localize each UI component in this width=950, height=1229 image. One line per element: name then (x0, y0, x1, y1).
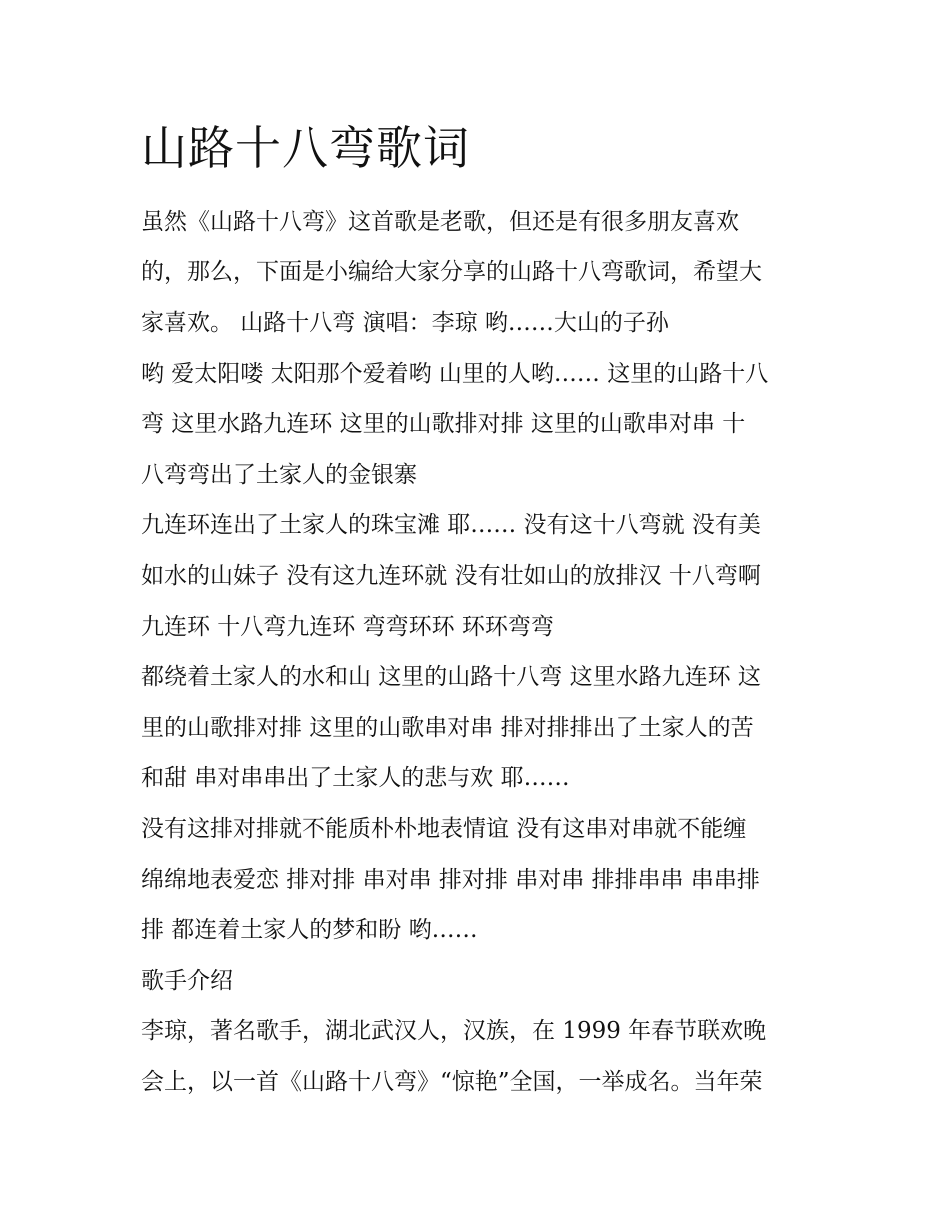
body-line-10: 都绕着土家人的水和山 这里的山路十八弯 这里水路九连环 这 (141, 664, 761, 690)
body-line-13: 没有这排对排就不能质朴朴地表情谊 没有这串对串就不能缠 (141, 816, 747, 842)
section-heading-singer: 歌手介绍 (141, 968, 233, 994)
body-line-4: 哟 爱太阳喽 太阳那个爱着哟 山里的人哟…… 这里的山路十八 (141, 361, 769, 387)
body-line-5: 弯 这里水路九连环 这里的山歌排对排 这里的山歌串对串 十 (141, 411, 746, 437)
body-line-14: 绵绵地表爱恋 排对排 串对串 排对排 串对串 排排串串 串串排 (141, 867, 760, 893)
body-line-15: 排 都连着土家人的梦和盼 哟…… (141, 917, 478, 943)
page-title: 山路十八弯歌词 (141, 121, 470, 175)
body-line-11: 里的山歌排对排 这里的山歌串对串 排对排排出了土家人的苦 (141, 715, 754, 741)
body-line-9: 九连环 十八弯九连环 弯弯环环 环环弯弯 (141, 614, 554, 640)
body-line-3: 家喜欢。 山路十八弯 演唱：李琼 哟……大山的子孙 (141, 310, 669, 336)
body-line-17: 李琼，著名歌手，湖北武汉人，汉族，在 1999 年春节联欢晚 (141, 1018, 767, 1044)
body-line-1: 虽然《山路十八弯》这首歌是老歌，但还是有很多朋友喜欢 (141, 209, 739, 235)
body-line-2: 的，那么，下面是小编给大家分享的山路十八弯歌词，希望大 (141, 259, 762, 285)
body-line-6: 八弯弯出了土家人的金银寨 (141, 462, 417, 488)
body-line-18: 会上，以一首《山路十八弯》“惊艳”全国，一举成名。当年荣 (141, 1069, 763, 1095)
body-line-8: 如水的山妹子 没有这九连环就 没有壮如山的放排汉 十八弯啊 (141, 563, 761, 589)
body-line-7: 九连环连出了土家人的珠宝滩 耶…… 没有这十八弯就 没有美 (141, 512, 761, 538)
body-line-12: 和甜 串对串串出了土家人的悲与欢 耶…… (141, 765, 570, 791)
